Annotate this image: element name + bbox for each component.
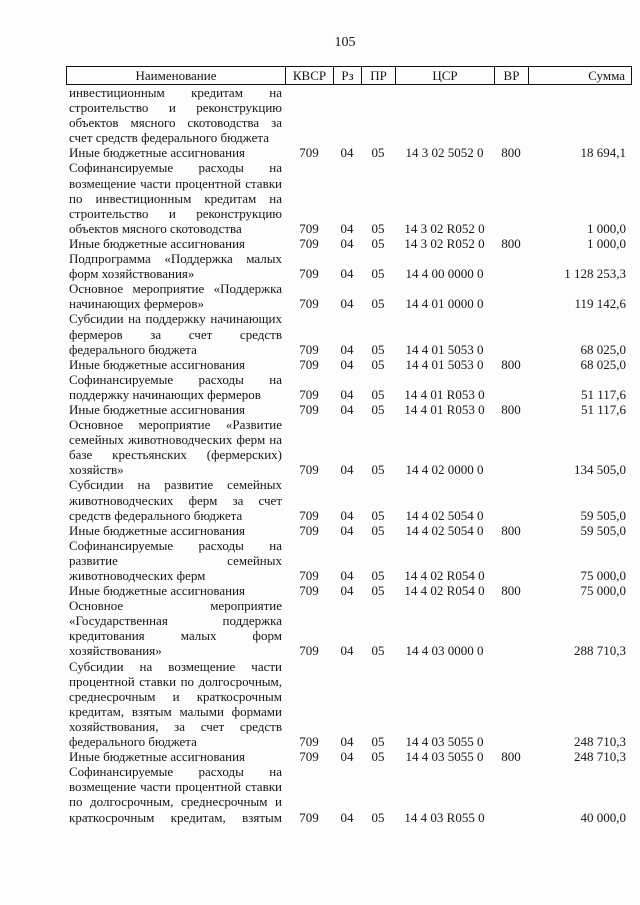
pr-cell: 05 — [371, 296, 385, 312]
table-row — [66, 764, 632, 779]
row-name-line: строительство и реконструкцию — [69, 100, 282, 116]
row-name-line: семейных животноводческих ферм на — [69, 432, 282, 448]
table-row — [66, 327, 632, 342]
kvsr-cell: 709 — [299, 341, 319, 357]
table-row — [66, 613, 632, 628]
row-name-line: хозяйствования, за счет средств — [69, 718, 282, 734]
table-row — [66, 598, 632, 613]
rz-cell: 04 — [340, 220, 354, 236]
pr-cell: 05 — [371, 220, 385, 236]
rz-cell: 04 — [340, 507, 354, 523]
table-row — [66, 523, 632, 538]
row-name-line: Иные бюджетные ассигнования — [69, 401, 246, 417]
table-row — [66, 402, 632, 417]
sum-cell: 18 694,1 — [580, 145, 626, 161]
pr-cell: 05 — [371, 507, 385, 523]
table-row — [66, 176, 632, 191]
csr-cell: 14 4 02 R054 0 — [404, 568, 485, 583]
row-name-line: «Государственная поддержка — [69, 613, 282, 629]
row-name-line: Подпрограмма «Поддержка малых — [69, 251, 282, 267]
kvsr-cell: 709 — [299, 145, 319, 161]
table-row — [66, 674, 632, 689]
row-name-line: Основное мероприятие — [69, 598, 282, 614]
sum-cell: 59 505,0 — [580, 507, 626, 523]
sum-cell: 134 505,0 — [574, 462, 626, 478]
rz-cell: 04 — [340, 568, 354, 583]
row-name-line: форм хозяйствования» — [69, 266, 195, 282]
row-name-line: поддержку начинающих фермеров — [69, 386, 261, 402]
csr-cell: 14 4 02 0000 0 — [405, 462, 484, 478]
row-name-line: возмещение части процентной ставки — [69, 175, 282, 191]
kvsr-cell: 709 — [299, 386, 319, 402]
header-vr: ВР — [494, 66, 528, 85]
table-row — [66, 115, 632, 130]
table-row — [66, 477, 632, 492]
table-row — [66, 100, 632, 115]
pr-cell: 05 — [371, 462, 385, 478]
table-row — [66, 643, 632, 658]
csr-cell: 14 4 01 0000 0 — [405, 296, 484, 312]
vr-cell: 800 — [501, 522, 521, 538]
csr-cell: 14 4 01 R053 0 — [404, 386, 485, 402]
csr-cell: 14 4 02 5054 0 — [405, 522, 484, 538]
csr-cell — [395, 130, 494, 145]
rz-cell: 04 — [340, 386, 354, 402]
table-row — [66, 85, 632, 100]
row-name-line: объектов мясного скотоводства — [69, 220, 242, 236]
rz-cell: 04 — [340, 749, 354, 765]
row-name-line: кредитования малых форм — [69, 628, 282, 644]
row-name-line: Основное мероприятие «Поддержка — [69, 281, 282, 297]
csr-cell: 14 4 03 5055 0 — [405, 734, 484, 750]
vr-cell — [494, 462, 528, 477]
table-row — [66, 281, 632, 296]
rz-cell: 04 — [340, 266, 354, 282]
vr-cell: 800 — [501, 583, 521, 599]
sum-cell: 59 505,0 — [580, 522, 626, 538]
table-row — [66, 810, 632, 825]
row-name-line: Софинансируемые расходы на — [69, 371, 282, 387]
row-name-line: хозяйств» — [69, 462, 124, 478]
sum-cell: 248 710,3 — [574, 734, 626, 750]
row-name-line: краткосрочным кредитам, взятым — [69, 809, 282, 825]
pr-cell: 05 — [371, 356, 385, 372]
row-name-line: среднесрочным и краткосрочным — [69, 688, 282, 704]
row-name-line: кредитам, взятым малыми формами — [69, 703, 282, 719]
row-name-line: Иные бюджетные ассигнования — [69, 583, 246, 599]
pr-cell: 05 — [371, 341, 385, 357]
sum-cell: 119 142,6 — [574, 296, 626, 312]
sum-cell: 68 025,0 — [580, 356, 626, 372]
table-row — [66, 659, 632, 674]
row-name-line: счет средств федерального бюджета — [69, 130, 269, 146]
pr-cell: 05 — [371, 583, 385, 599]
table-row — [66, 583, 632, 598]
table-row — [66, 568, 632, 583]
table-row — [66, 553, 632, 568]
pr-cell: 05 — [371, 401, 385, 417]
kvsr-cell: 709 — [299, 522, 319, 538]
row-name-line: животноводческих ферм — [69, 568, 206, 583]
table-row — [66, 508, 632, 523]
row-name-line: средств федерального бюджета — [69, 507, 243, 523]
vr-cell — [494, 643, 528, 658]
sum-cell: 1 000,0 — [587, 235, 626, 251]
table-row — [66, 160, 632, 175]
rz-cell: 04 — [340, 296, 354, 312]
row-name-line: животноводческих ферм за счет — [69, 492, 282, 508]
header-csr: ЦСР — [395, 66, 494, 85]
table-row — [66, 342, 632, 357]
row-name-line: Иные бюджетные ассигнования — [69, 522, 246, 538]
row-name-line: Иные бюджетные ассигнования — [69, 356, 246, 372]
table-row — [66, 447, 632, 462]
header-kvsr: КВСР — [285, 66, 333, 85]
table-header — [66, 66, 632, 85]
kvsr-cell: 709 — [299, 583, 319, 599]
vr-cell — [494, 734, 528, 749]
row-name-line: начинающих фермеров» — [69, 296, 204, 312]
vr-cell — [494, 810, 528, 825]
sum-cell: 248 710,3 — [574, 749, 626, 765]
vr-cell — [494, 130, 528, 145]
sum-cell — [528, 130, 632, 145]
pr-cell — [361, 130, 395, 145]
header-name: Наименование — [66, 66, 285, 85]
row-name-line: Иные бюджетные ассигнования — [69, 145, 246, 161]
table-row — [66, 372, 632, 387]
row-name-line: хозяйствования» — [69, 643, 162, 659]
table-row — [66, 462, 632, 477]
csr-cell: 14 4 02 R054 0 — [404, 583, 485, 599]
table-row — [66, 628, 632, 643]
table-row — [66, 689, 632, 704]
table-row — [66, 779, 632, 794]
header-pr: ПР — [361, 66, 395, 85]
pr-cell: 05 — [371, 522, 385, 538]
kvsr-cell: 709 — [299, 643, 319, 659]
vr-cell — [494, 296, 528, 311]
row-name-line: фермеров за счет средств — [69, 326, 282, 342]
table-row — [66, 251, 632, 266]
row-name-line: Иные бюджетные ассигнования — [69, 235, 246, 251]
rz-cell: 04 — [340, 809, 354, 825]
table-row — [66, 206, 632, 221]
sum-cell: 51 117,6 — [580, 386, 626, 402]
table-row — [66, 236, 632, 251]
csr-cell: 14 4 01 5053 0 — [405, 356, 484, 372]
sum-cell: 51 117,6 — [580, 401, 626, 417]
table-row — [66, 266, 632, 281]
row-name-line: Субсидии на развитие семейных — [69, 477, 282, 493]
kvsr-cell: 709 — [299, 734, 319, 750]
budget-table — [66, 66, 632, 825]
csr-cell: 14 4 03 5055 0 — [405, 749, 484, 765]
pr-cell: 05 — [371, 749, 385, 765]
table-row — [66, 145, 632, 160]
kvsr-cell: 709 — [299, 266, 319, 282]
vr-cell: 800 — [501, 235, 521, 251]
vr-cell: 800 — [501, 145, 521, 161]
rz-cell: 04 — [340, 356, 354, 372]
table-row — [66, 493, 632, 508]
rz-cell: 04 — [340, 643, 354, 659]
header-sum: Сумма — [528, 66, 632, 85]
pr-cell: 05 — [371, 643, 385, 659]
kvsr-cell: 709 — [299, 749, 319, 765]
table-body — [66, 85, 632, 825]
row-name-line: возмещение части процентной ставки — [69, 779, 282, 795]
row-name-line: федерального бюджета — [69, 341, 197, 357]
csr-cell: 14 4 01 5053 0 — [405, 341, 484, 357]
pr-cell: 05 — [371, 568, 385, 583]
row-name-line: Субсидии на поддержку начинающих — [69, 311, 282, 327]
kvsr-cell: 709 — [299, 220, 319, 236]
rz-cell: 04 — [340, 235, 354, 251]
rz-cell — [333, 130, 361, 145]
vr-cell — [494, 266, 528, 281]
row-name-line: Софинансируемые расходы на — [69, 537, 282, 553]
row-name-line: строительство и реконструкцию — [69, 205, 282, 221]
vr-cell: 800 — [501, 749, 521, 765]
kvsr-cell: 709 — [299, 568, 319, 583]
csr-cell: 14 4 00 0000 0 — [405, 266, 484, 282]
row-name-line: федерального бюджета — [69, 734, 197, 750]
csr-cell: 14 3 02 R052 0 — [404, 220, 485, 236]
table-row — [66, 221, 632, 236]
table-row — [66, 704, 632, 719]
vr-cell — [494, 387, 528, 402]
pr-cell: 05 — [371, 386, 385, 402]
vr-cell — [494, 342, 528, 357]
table-row — [66, 432, 632, 447]
sum-cell: 68 025,0 — [580, 341, 626, 357]
row-name-line: по инвестиционным кредитам на — [69, 190, 282, 206]
row-name-line: процентной ставки по долгосрочным, — [69, 673, 282, 689]
vr-cell: 800 — [501, 401, 521, 417]
sum-cell: 1 128 253,3 — [564, 266, 626, 282]
csr-cell: 14 3 02 5052 0 — [405, 145, 484, 161]
row-name-line: объектов мясного скотоводства за — [69, 115, 282, 131]
csr-cell: 14 4 03 0000 0 — [405, 643, 484, 659]
csr-cell: 14 4 03 R055 0 — [404, 809, 485, 825]
pr-cell: 05 — [371, 266, 385, 282]
rz-cell: 04 — [340, 401, 354, 417]
csr-cell: 14 3 02 R052 0 — [404, 235, 485, 251]
sum-cell: 288 710,3 — [574, 643, 626, 659]
table-row — [66, 794, 632, 809]
table-row — [66, 719, 632, 734]
kvsr-cell: 709 — [299, 809, 319, 825]
row-name-line: Субсидии на возмещение части — [69, 658, 282, 674]
vr-cell: 800 — [501, 356, 521, 372]
rz-cell: 04 — [340, 734, 354, 750]
rz-cell: 04 — [340, 145, 354, 161]
table-row — [66, 191, 632, 206]
rz-cell: 04 — [340, 522, 354, 538]
pr-cell: 05 — [371, 734, 385, 750]
csr-cell: 14 4 02 5054 0 — [405, 507, 484, 523]
rz-cell: 04 — [340, 462, 354, 478]
kvsr-cell: 709 — [299, 507, 319, 523]
vr-cell — [494, 508, 528, 523]
row-name-line: Софинансируемые расходы на — [69, 160, 282, 176]
kvsr-cell: 709 — [299, 462, 319, 478]
row-name-line: базе крестьянских (фермерских) — [69, 447, 282, 463]
table-row — [66, 734, 632, 749]
table-row — [66, 311, 632, 326]
pr-cell: 05 — [371, 235, 385, 251]
pr-cell: 05 — [371, 809, 385, 825]
table-row — [66, 538, 632, 553]
pr-cell: 05 — [371, 145, 385, 161]
table-row — [66, 357, 632, 372]
page-number: 105 — [334, 35, 356, 50]
sum-cell: 75 000,0 — [580, 583, 626, 599]
table-row — [66, 749, 632, 764]
row-name-line: инвестиционным кредитам на — [69, 85, 282, 100]
table-row — [66, 130, 632, 145]
header-rz: Рз — [333, 66, 361, 85]
row-name-line: Иные бюджетные ассигнования — [69, 749, 246, 765]
rz-cell: 04 — [340, 341, 354, 357]
kvsr-cell — [285, 130, 333, 145]
table-row — [66, 296, 632, 311]
kvsr-cell: 709 — [299, 235, 319, 251]
rz-cell: 04 — [340, 583, 354, 599]
table-row — [66, 417, 632, 432]
kvsr-cell: 709 — [299, 401, 319, 417]
row-name-line: Софинансируемые расходы на — [69, 764, 282, 780]
row-name-line: по долгосрочным, среднесрочным и — [69, 794, 282, 810]
sum-cell: 1 000,0 — [587, 220, 626, 236]
sum-cell: 75 000,0 — [580, 568, 626, 583]
vr-cell — [494, 221, 528, 236]
row-name-line: Основное мероприятие «Развитие — [69, 417, 282, 433]
kvsr-cell: 709 — [299, 356, 319, 372]
row-name-line: развитие семейных — [69, 552, 282, 568]
table-row — [66, 387, 632, 402]
sum-cell: 40 000,0 — [580, 809, 626, 825]
kvsr-cell: 709 — [299, 296, 319, 312]
vr-cell — [494, 568, 528, 583]
csr-cell: 14 4 01 R053 0 — [404, 401, 485, 417]
